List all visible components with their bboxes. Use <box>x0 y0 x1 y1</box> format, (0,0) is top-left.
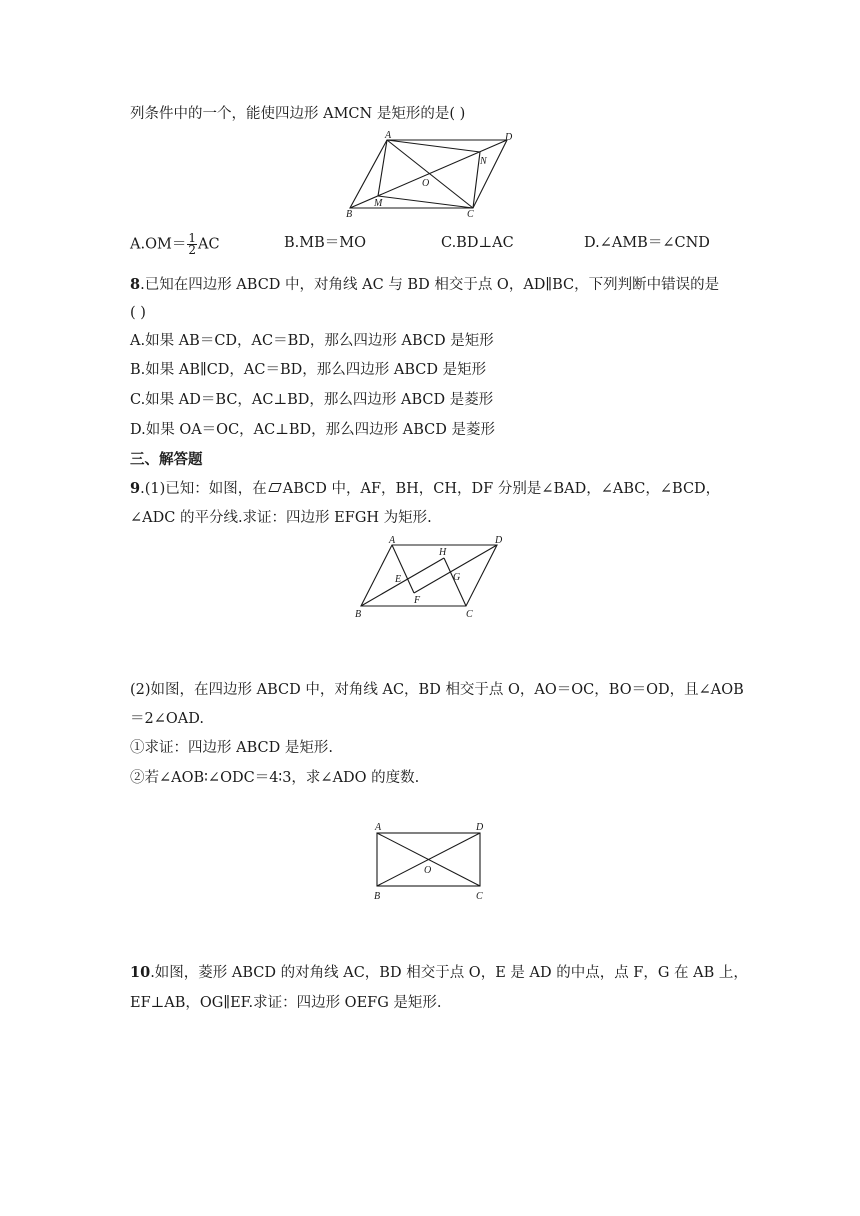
q7-option-a-pre: A.OM＝ <box>130 236 187 253</box>
q7-label-a: A <box>385 130 392 141</box>
q9-fig1-label-f: F <box>414 595 421 606</box>
fraction-numerator: 1 <box>188 231 196 245</box>
q9-part1-pre: .(1)已知：如图，在 <box>140 481 267 497</box>
parallelogram-symbol-icon <box>268 483 281 492</box>
q9-fig2-label-a: A <box>375 822 382 833</box>
q7-segment-an <box>387 140 480 152</box>
q8-stem <box>130 275 719 295</box>
q8-option-a: A.如果 AB＝CD，AC＝BD，那么四边形 ABCD 是矩形 <box>130 333 494 349</box>
q7-diagonal-ac <box>387 140 473 208</box>
q9-number: 9 <box>130 480 141 497</box>
q8-option-d: D.如果 OA＝OC，AC⊥BD，那么四边形 ABCD 是菱形 <box>130 422 495 438</box>
q7-option-c: C.BD⊥AC <box>441 235 514 251</box>
q9-fig2-label-c: C <box>476 891 483 902</box>
q9-part1-post: ABCD 中，AF，BH，CH，DF 分别是∠BAD，∠ABC，∠BCD， <box>282 481 721 497</box>
q9-fig1-label-b: B <box>355 609 362 620</box>
q8-number: 8 <box>130 276 141 293</box>
q7-stem: 列条件中的一个，能使四边形 AMCN 是矩形的是( ) <box>130 106 466 122</box>
q8-stem-paren: ( ) <box>130 305 146 321</box>
q9-fig1-label-g: G <box>453 572 461 583</box>
q8-option-b: B.如果 AB∥CD，AC＝BD，那么四边形 ABCD 是矩形 <box>130 362 487 378</box>
q10-line2: EF⊥AB，OG∥EF.求证：四边形 OEFG 是矩形. <box>130 995 442 1011</box>
q10-line1 <box>130 963 748 983</box>
q9-fig2-label-o: O <box>424 865 432 876</box>
q9-part2-q2: ②若∠AOB∶∠ODC＝4∶3，求∠ADO 的度数. <box>130 770 420 786</box>
q7-option-a-post: AC <box>197 236 220 253</box>
q9-fig1-label-e: E <box>395 574 402 585</box>
q7-label-o: O <box>422 178 430 189</box>
q7-label-b: B <box>346 209 353 220</box>
q9-part1-line1 <box>130 479 720 499</box>
q10-line1-text: .如图，菱形 ABCD 的对角线 AC，BD 相交于点 O，E 是 AD 的中点，点 F，G 在 AB 上， <box>150 965 748 981</box>
q7-label-c: C <box>467 209 474 220</box>
q9-fig1-label-c: C <box>466 609 473 620</box>
q8-option-c: C.如果 AD＝BC，AC⊥BD，那么四边形 ABCD 是菱形 <box>130 392 494 408</box>
q9-part2-q1: ①求证：四边形 ABCD 是矩形. <box>130 740 333 756</box>
q7-option-a <box>130 233 220 256</box>
q7-label-d: D <box>505 132 513 143</box>
q8-stem-text: .已知在四边形 ABCD 中，对角线 AC 与 BD 相交于点 O，AD∥BC，下列判断中错误的是 <box>140 277 720 293</box>
q9-part2-line1: (2)如图，在四边形 ABCD 中，对角线 AC，BD 相交于点 O，AO＝OC，BO＝OD，且∠AOB <box>130 682 744 698</box>
q7-option-d: D.∠AMB＝∠CND <box>584 235 710 251</box>
q7-segment-mc <box>378 196 473 208</box>
q7-label-m: M <box>374 198 383 209</box>
q7-segment-nc <box>473 152 480 208</box>
q7-figure <box>340 128 530 222</box>
section-title: 三、解答题 <box>130 451 203 468</box>
q9-figure-1 <box>352 533 512 623</box>
q7-option-b: B.MB＝MO <box>284 235 367 251</box>
q7-option-a-fraction <box>187 233 197 256</box>
q9-part2-line2: ＝2∠OAD. <box>130 711 204 727</box>
q9-fig2-label-b: B <box>374 891 381 902</box>
q9-figure-2 <box>370 818 490 904</box>
q9-fig1-label-d: D <box>495 535 503 546</box>
q9-fig1-label-h: H <box>439 547 447 558</box>
q7-label-n: N <box>480 156 487 167</box>
q9-part1-line2: ∠ADC 的平分线.求证：四边形 EFGH 为矩形. <box>130 510 432 526</box>
q9-fig2-label-d: D <box>476 822 484 833</box>
fraction-denominator: 2 <box>188 243 196 257</box>
q9-fig1-label-a: A <box>389 535 396 546</box>
q10-number: 10 <box>130 964 151 981</box>
q9-fig1-parallelogram <box>361 545 497 606</box>
